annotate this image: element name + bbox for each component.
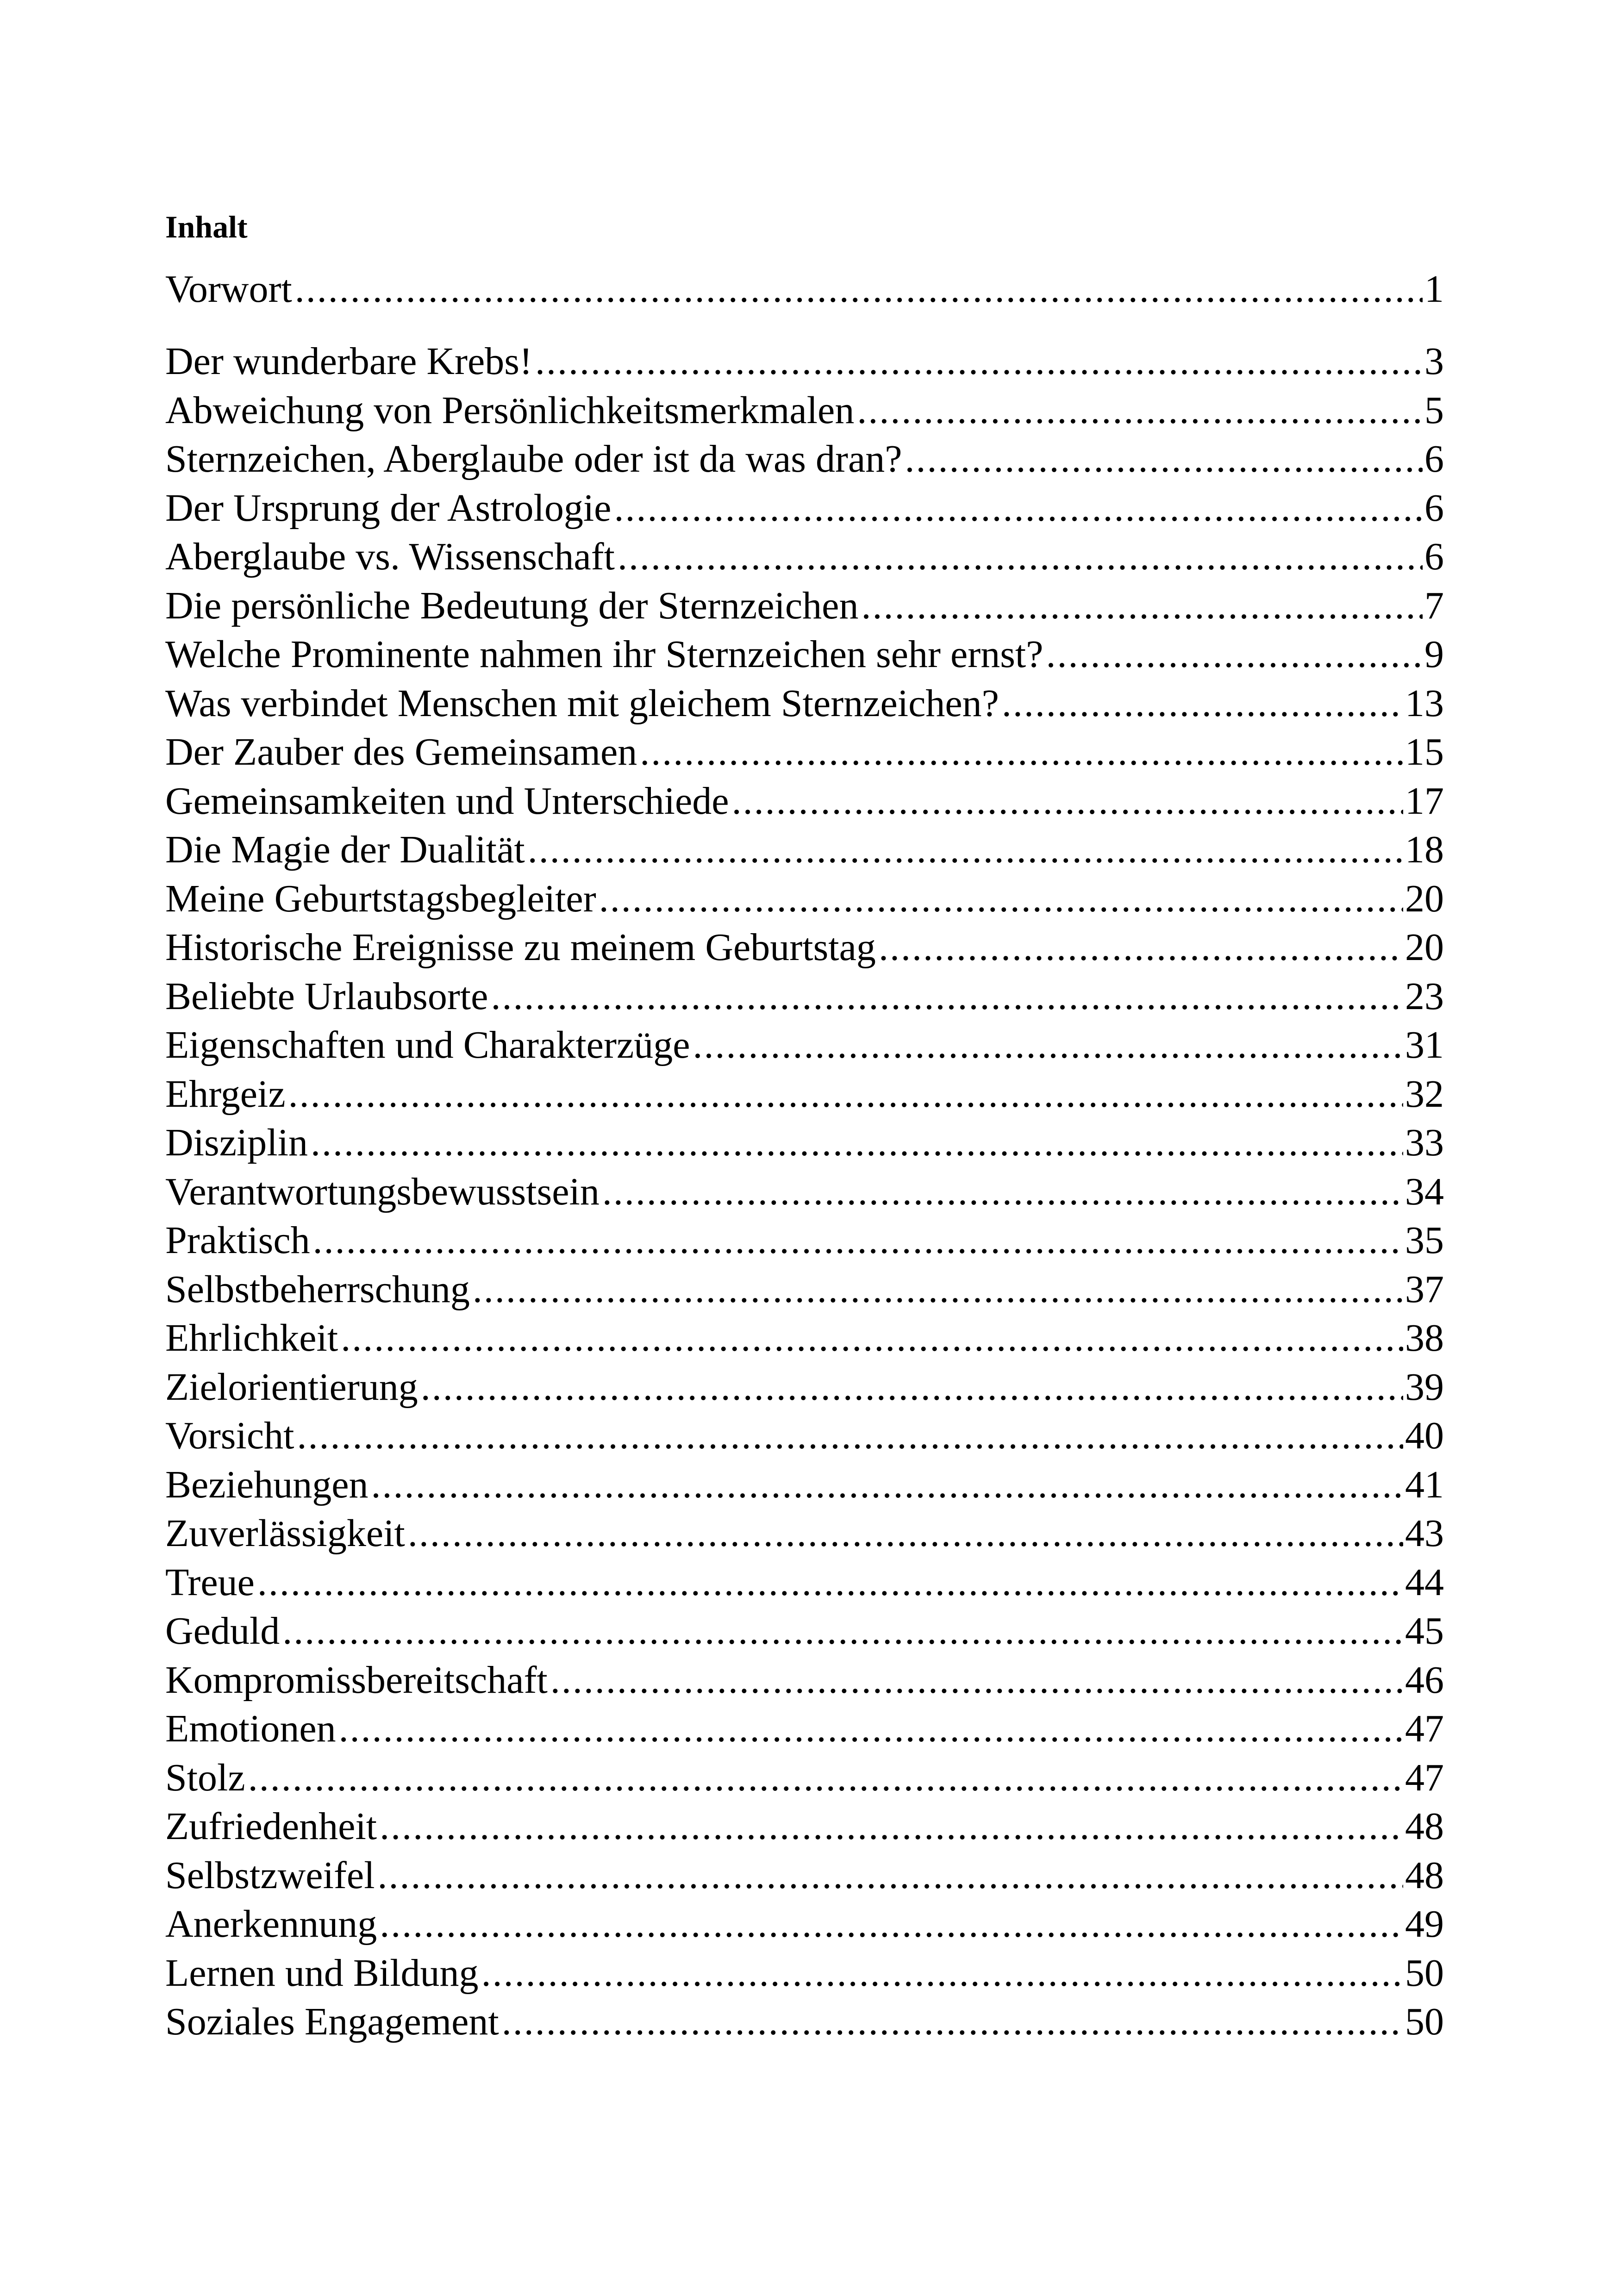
toc-dot-leader xyxy=(491,972,1403,1021)
toc-entry-page-number: 47 xyxy=(1405,1756,1444,1799)
toc-entry-title: Selbstbeherrschung xyxy=(165,1268,470,1311)
toc-entry-page-number: 1 xyxy=(1424,268,1444,311)
toc-dot-leader xyxy=(282,1607,1403,1656)
toc-entry-title: Anerkennung xyxy=(165,1902,377,1946)
toc-entry[interactable] xyxy=(165,1167,1444,1216)
toc-entry[interactable] xyxy=(165,1070,1444,1119)
toc-dot-leader xyxy=(473,1265,1403,1314)
toc-entry-title: Disziplin xyxy=(165,1121,308,1164)
toc-entry-page-number: 34 xyxy=(1405,1170,1444,1213)
toc-dot-leader xyxy=(535,337,1423,386)
toc-entry-title: Aberglaube vs. Wissenschaft xyxy=(165,535,615,578)
toc-entry[interactable] xyxy=(165,265,1444,314)
toc-dot-leader xyxy=(599,874,1403,923)
toc-heading: Inhalt xyxy=(165,209,248,244)
toc-dot-leader xyxy=(502,1997,1403,2046)
toc-dot-leader xyxy=(378,1851,1403,1900)
toc-entry[interactable] xyxy=(165,1949,1444,1998)
toc-entry[interactable] xyxy=(165,874,1444,923)
toc-entry-page-number: 7 xyxy=(1424,584,1444,627)
toc-entry[interactable] xyxy=(165,484,1444,533)
toc-entry-title: Treue xyxy=(165,1561,255,1604)
toc-dot-leader xyxy=(1046,630,1423,679)
toc-entry-page-number: 48 xyxy=(1405,1854,1444,1897)
toc-entry-title: Geduld xyxy=(165,1609,280,1653)
toc-entry[interactable] xyxy=(165,1021,1444,1070)
toc-entry-title: Vorwort xyxy=(165,268,292,311)
toc-entry-page-number: 45 xyxy=(1405,1609,1444,1653)
toc-entry-title: Eigenschaften und Charakterzüge xyxy=(165,1023,690,1066)
toc-dot-leader xyxy=(295,265,1423,314)
toc-entry[interactable] xyxy=(165,1607,1444,1656)
toc-entry[interactable] xyxy=(165,728,1444,777)
toc-entry-page-number: 40 xyxy=(1405,1414,1444,1457)
toc-entry-title: Historische Ereignisse zu meinem Geburtstag xyxy=(165,926,876,969)
toc-entry-title: Die Magie der Dualität xyxy=(165,828,525,871)
toc-entry-page-number: 46 xyxy=(1405,1659,1444,1702)
toc-dot-leader xyxy=(640,728,1403,777)
toc-entry[interactable] xyxy=(165,679,1444,728)
toc-entry-title: Meine Geburtstagsbegleiter xyxy=(165,877,596,920)
toc-dot-leader xyxy=(297,1411,1403,1460)
toc-dot-leader xyxy=(614,484,1423,533)
toc-entry-title: Selbstzweifel xyxy=(165,1854,375,1897)
toc-entry[interactable] xyxy=(165,581,1444,630)
toc-dot-leader xyxy=(288,1070,1403,1119)
toc-entry-page-number: 9 xyxy=(1424,633,1444,676)
toc-dot-leader xyxy=(380,1802,1403,1851)
toc-entry-title: Lernen und Bildung xyxy=(165,1952,479,1995)
toc-entry[interactable] xyxy=(165,532,1444,581)
toc-entry-page-number: 32 xyxy=(1405,1073,1444,1116)
toc-dot-leader xyxy=(257,1558,1403,1607)
toc-entry[interactable] xyxy=(165,1900,1444,1949)
table-of-contents xyxy=(165,0,1444,2295)
toc-entry-page-number: 6 xyxy=(1424,437,1444,480)
toc-dot-leader xyxy=(380,1900,1403,1949)
toc-entry-title: Kompromissbereitschaft xyxy=(165,1659,548,1702)
toc-entry-title: Zufriedenheit xyxy=(165,1805,377,1848)
toc-dot-leader xyxy=(481,1949,1403,1998)
toc-dot-leader xyxy=(905,435,1423,484)
toc-dot-leader xyxy=(550,1656,1403,1705)
toc-entry-title: Der Ursprung der Astrologie xyxy=(165,486,612,530)
toc-entry-page-number: 39 xyxy=(1405,1366,1444,1409)
toc-entry[interactable] xyxy=(165,435,1444,484)
toc-entry[interactable] xyxy=(165,1411,1444,1460)
toc-dot-leader xyxy=(693,1021,1403,1070)
toc-entry[interactable] xyxy=(165,825,1444,874)
toc-entry[interactable] xyxy=(165,1265,1444,1314)
toc-dot-leader xyxy=(1002,679,1403,728)
toc-dot-leader xyxy=(857,386,1423,435)
toc-entry-title: Ehrgeiz xyxy=(165,1073,286,1116)
toc-entry-title: Der wunderbare Krebs! xyxy=(165,340,532,383)
toc-entry-page-number: 48 xyxy=(1405,1805,1444,1848)
toc-entry[interactable] xyxy=(165,386,1444,435)
toc-entry-page-number: 38 xyxy=(1405,1316,1444,1360)
toc-entry[interactable] xyxy=(165,1509,1444,1558)
toc-entry[interactable] xyxy=(165,1704,1444,1753)
toc-dot-leader xyxy=(618,532,1423,581)
toc-entry-page-number: 35 xyxy=(1405,1219,1444,1262)
toc-entry-page-number: 31 xyxy=(1405,1023,1444,1066)
toc-dot-leader xyxy=(408,1509,1403,1558)
toc-entry-page-number: 50 xyxy=(1405,2000,1444,2043)
toc-dot-leader xyxy=(341,1314,1403,1363)
toc-entry[interactable] xyxy=(165,1363,1444,1412)
toc-entry-title: Praktisch xyxy=(165,1219,310,1262)
toc-entry-title: Beziehungen xyxy=(165,1463,369,1506)
toc-entry-title: Was verbindet Menschen mit gleichem Sternzeichen? xyxy=(165,682,999,725)
toc-entry-page-number: 18 xyxy=(1405,828,1444,871)
toc-entry-title: Vorsicht xyxy=(165,1414,294,1457)
toc-entry-page-number: 37 xyxy=(1405,1268,1444,1311)
toc-entry-title: Soziales Engagement xyxy=(165,2000,499,2043)
toc-entry-page-number: 13 xyxy=(1405,682,1444,725)
toc-dot-leader xyxy=(879,923,1403,972)
toc-entry-title: Beliebte Urlaubsorte xyxy=(165,975,488,1018)
toc-entry-page-number: 23 xyxy=(1405,975,1444,1018)
toc-entry-title: Verantwortungsbewusstsein xyxy=(165,1170,600,1213)
toc-dot-leader xyxy=(528,825,1403,874)
toc-entry[interactable] xyxy=(165,1851,1444,1900)
toc-entry-page-number: 6 xyxy=(1424,535,1444,578)
toc-entry-page-number: 50 xyxy=(1405,1952,1444,1995)
toc-entry-page-number: 44 xyxy=(1405,1561,1444,1604)
toc-entry-title: Stolz xyxy=(165,1756,245,1799)
toc-entry-page-number: 43 xyxy=(1405,1512,1444,1555)
toc-entry-title: Zielorientierung xyxy=(165,1366,418,1409)
toc-entry[interactable] xyxy=(165,1656,1444,1705)
toc-entry-page-number: 33 xyxy=(1405,1121,1444,1164)
toc-entry[interactable] xyxy=(165,923,1444,972)
toc-entry[interactable] xyxy=(165,1997,1444,2046)
toc-entry-page-number: 15 xyxy=(1405,730,1444,773)
toc-entry-title: Ehrlichkeit xyxy=(165,1316,338,1360)
toc-entry-page-number: 6 xyxy=(1424,486,1444,530)
toc-dot-leader xyxy=(421,1363,1403,1412)
toc-entry-page-number: 49 xyxy=(1405,1902,1444,1946)
toc-entry-title: Gemeinsamkeiten und Unterschiede xyxy=(165,780,729,823)
toc-dot-leader xyxy=(602,1167,1403,1216)
toc-entry-title: Welche Prominente nahmen ihr Sternzeichen sehr ernst? xyxy=(165,633,1043,676)
toc-dot-leader xyxy=(732,777,1403,826)
toc-entry-title: Sternzeichen, Aberglaube oder ist da was dran? xyxy=(165,437,902,480)
toc-dot-leader xyxy=(311,1118,1403,1167)
toc-entry-title: Emotionen xyxy=(165,1707,336,1750)
toc-entry[interactable] xyxy=(165,1753,1444,1802)
toc-dot-leader xyxy=(861,581,1423,630)
toc-entry[interactable] xyxy=(165,1460,1444,1509)
toc-entry-page-number: 41 xyxy=(1405,1463,1444,1506)
toc-entry[interactable] xyxy=(165,777,1444,826)
toc-dot-leader xyxy=(313,1216,1403,1265)
toc-entry-page-number: 20 xyxy=(1405,926,1444,969)
toc-entry[interactable] xyxy=(165,1216,1444,1265)
toc-entry-title: Abweichung von Persönlichkeitsmerkmalen xyxy=(165,389,855,432)
toc-entry[interactable] xyxy=(165,1802,1444,1851)
toc-entry[interactable] xyxy=(165,630,1444,679)
toc-entry-title: Zuverlässigkeit xyxy=(165,1512,405,1555)
toc-entry-page-number: 47 xyxy=(1405,1707,1444,1750)
toc-entry-title: Die persönliche Bedeutung der Sternzeichen xyxy=(165,584,859,627)
toc-entry-title: Der Zauber des Gemeinsamen xyxy=(165,730,637,773)
toc-entry[interactable] xyxy=(165,972,1444,1021)
toc-dot-leader xyxy=(371,1460,1404,1509)
toc-entry-page-number: 17 xyxy=(1405,780,1444,823)
toc-entry-page-number: 20 xyxy=(1405,877,1444,920)
toc-entry[interactable] xyxy=(165,337,1444,386)
toc-dot-leader xyxy=(248,1753,1403,1802)
toc-entry[interactable] xyxy=(165,1314,1444,1363)
toc-dot-leader xyxy=(339,1704,1403,1753)
toc-entry-page-number: 3 xyxy=(1424,340,1444,383)
toc-entry[interactable] xyxy=(165,1558,1444,1607)
toc-entry-page-number: 5 xyxy=(1424,389,1444,432)
toc-entry[interactable] xyxy=(165,1118,1444,1167)
